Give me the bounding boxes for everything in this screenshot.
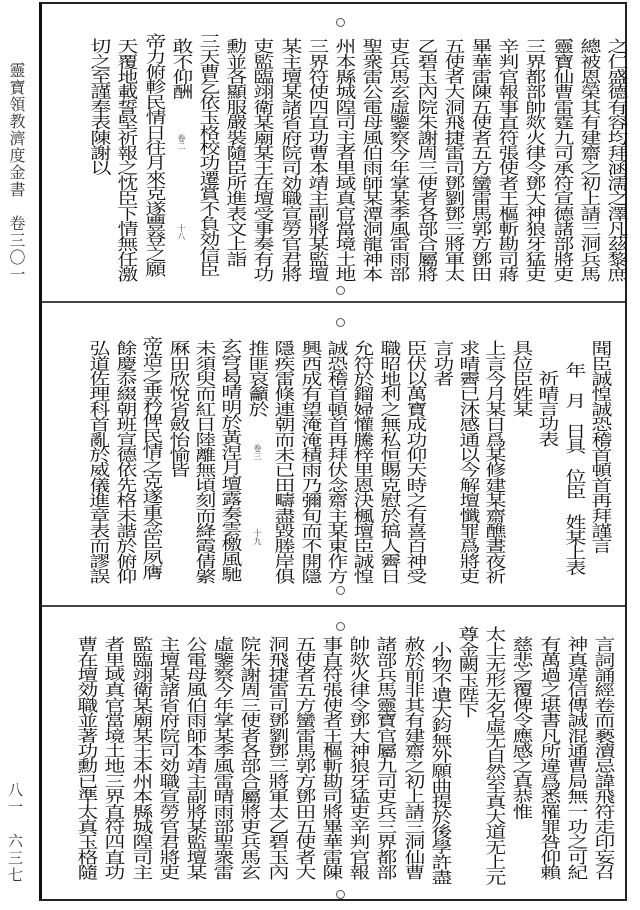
- text-column: 隱疾雷倏連朝而未已田疇盡毀塍岸俱: [271, 340, 297, 584]
- fold-mark-circle: [336, 318, 345, 327]
- text-column: 切之至謹奉表陳謝以: [87, 38, 113, 175]
- text-column: 者里域真官當境土地三界直符四直功: [101, 636, 127, 880]
- text-column: 事直符張使者王樞斬勘司將畢華雷陳: [319, 636, 344, 880]
- text-column: 興西成有望淹淹積雨乃彌旬而不開隱: [297, 340, 323, 584]
- text-column: 吏兵馬玄虛鑒察今年掌某季風雷雨部: [386, 38, 412, 282]
- text-column: 小物不遺大鈞無外願曲提於後學許盡: [428, 641, 453, 885]
- fold-mark-circle: [336, 286, 345, 295]
- text-column: 三界符使四直功曹本靖主副將某監壇: [305, 38, 330, 282]
- text-column: 弘道佐理科首亂於威儀進章表而謬誤: [86, 340, 112, 584]
- folio-note: 十九: [253, 529, 262, 545]
- text-column: 言詞誦經卷而褻瀆忌諱飛符走印妄召: [591, 636, 616, 880]
- text-column: 吏監臨翊衛某廟某王在壇受事奏有功: [250, 38, 276, 282]
- text-column: 具位臣姓某: [509, 340, 534, 417]
- text-column: 曹在壇効職並著功勳已準太真玉格隨: [74, 636, 100, 880]
- text-column: 洞飛捷雷司鄧劉鄧三將軍太乙碧玉內: [264, 636, 290, 880]
- text-column: 主壇某諸省府院司効職宣勞官君將吏: [156, 636, 181, 880]
- text-column: 厤田欣悅省斂怡愉皆: [165, 340, 191, 477]
- panel-divider: [42, 605, 625, 607]
- text-column: 玄穹曷晴明於黃涅月壇露奏雲檄風馳: [218, 338, 244, 582]
- text-column: 帝造之垂矜俾民情之克遂重念臣夙膺: [139, 336, 165, 580]
- text-column: 職昭地利之無私恒賜克慰於搞人霽日: [377, 340, 402, 584]
- fold-mark-circle: [336, 18, 345, 27]
- text-column: 敢不仰酬: [169, 38, 194, 99]
- text-column: 聞臣誠惶誠恐稽首頓首再拜謹言: [588, 340, 613, 553]
- book-title: 靈寶領教濟度金書 卷三〇一: [7, 62, 26, 283]
- fold-mark-circle: [336, 890, 345, 899]
- text-column: 尊金闕玉陛下: [455, 626, 480, 718]
- text-column: 太上无形无名虛无自然至真大道无上元: [482, 626, 508, 885]
- text-column: 年 月 日具 位臣 姓某上表: [561, 362, 587, 575]
- text-column: 臣伏以萬寶成功仰天時之有喜百神受: [403, 340, 429, 584]
- page-number: 八一 六三七: [6, 782, 24, 884]
- text-column: 五使者大洞飛捷雷司鄧劉鄧三將軍太: [441, 38, 466, 282]
- text-column: 帥欻火律令鄧大神狼牙猛吏辛判官報: [346, 636, 372, 880]
- folio-note: 卷三: [253, 444, 262, 460]
- text-column: 祈晴言功表: [535, 370, 561, 447]
- text-column: 赦於前非其有建齋之初上請三洞仙曹: [400, 636, 426, 880]
- folio-note: 十八: [177, 224, 186, 240]
- text-column: 聖衆雷公電母風伯雨師某潭洞龍神本: [359, 38, 385, 282]
- text-column: 求晴霽已沐感通以今解壇懺罪爲將吏: [456, 340, 481, 584]
- text-column: 靈寶仙曹雷霆九司承符宣德諸部將吏: [549, 38, 575, 282]
- text-column: 州本縣城隍司主者里域真官當境土地: [332, 38, 357, 282]
- text-column: 總被恩榮其有建齋之初上請三洞兵馬: [577, 38, 602, 282]
- folio-note: 卷二: [177, 134, 186, 150]
- text-column: 監臨翊衛某廟某王本州本縣城隍司主: [128, 636, 154, 880]
- text-column: 三界都部帥欻火律令鄧大神狼牙猛吏: [522, 38, 548, 282]
- text-column: 三天曹乞依玉格校功遷賞不負効信臣: [196, 33, 221, 277]
- text-column: 允符於鎦婦懽騰梓里恩決楓壇臣誠惶: [350, 340, 376, 584]
- text-column: 乙碧玉內院朱謝周三使者各部合屬將: [413, 38, 439, 282]
- text-column: 誠恐稽首頓首再拜伏念齋主某東作方: [324, 340, 349, 584]
- text-panel-bottom: [42, 608, 625, 901]
- text-column: 某主壇某諸省府院司効職宣勞官君將: [277, 38, 303, 282]
- text-column: 辛判官報事直符張使者王樞斬勘司蔣: [495, 38, 521, 282]
- text-column: 餘慶忝綴朝班宣德依先格未諧於俯仰: [113, 340, 138, 584]
- fold-mark-circle: [336, 586, 345, 595]
- fold-mark-circle: [336, 622, 345, 631]
- text-column: 帝力俯軫民情日往月來克遂豐登之願: [141, 33, 167, 277]
- text-column: 言功者: [429, 340, 455, 386]
- text-column: 公電母風伯雨師本靖主副將某監壇某: [183, 636, 208, 880]
- text-column: 之仁盛德有容均拜涵濡之澤凡茲黎庶: [604, 38, 629, 282]
- text-column: 諸部兵馬靈寶官屬九司吏兵三界都部: [373, 636, 399, 880]
- text-column: 神真違信傳誠混通曹局無一功之可紀: [564, 636, 589, 880]
- text-column: 上言今月某日爲某修建某齋醮晝夜祈: [482, 340, 508, 584]
- text-panel-middle: [42, 304, 625, 606]
- text-column: 五使者五方蠻雷馬郭方鄧田五使者大: [292, 636, 317, 880]
- text-column: 虛鑒察今年掌某季風雷晴雨部聖衆雷: [210, 636, 236, 880]
- text-column: 未須臾而紅日陸離無頃刻而絳霞倩綮: [192, 340, 217, 584]
- text-column: 天覆地載誓堅祈報之忱臣下情無任激: [114, 38, 140, 282]
- panel-divider: [42, 301, 625, 303]
- page-frame: [39, 2, 627, 901]
- text-column: 慈悲之覆俾令應感之真恭惟: [509, 636, 535, 819]
- text-column: 院朱謝周三使者各部合屬將吏兵馬玄: [237, 636, 263, 880]
- text-column: 畢華雷陳五使者五方蠻雷馬郭方鄧田: [468, 38, 493, 282]
- text-column: 勳並各顯服嚴裝隨臣所進表文上詣: [223, 38, 249, 267]
- text-panel-top: [42, 4, 629, 301]
- text-column: 推匪哀籲於: [245, 340, 270, 417]
- text-column: 有萬過之堪書凡所違爲悉罹罪咎仰賴: [536, 636, 562, 880]
